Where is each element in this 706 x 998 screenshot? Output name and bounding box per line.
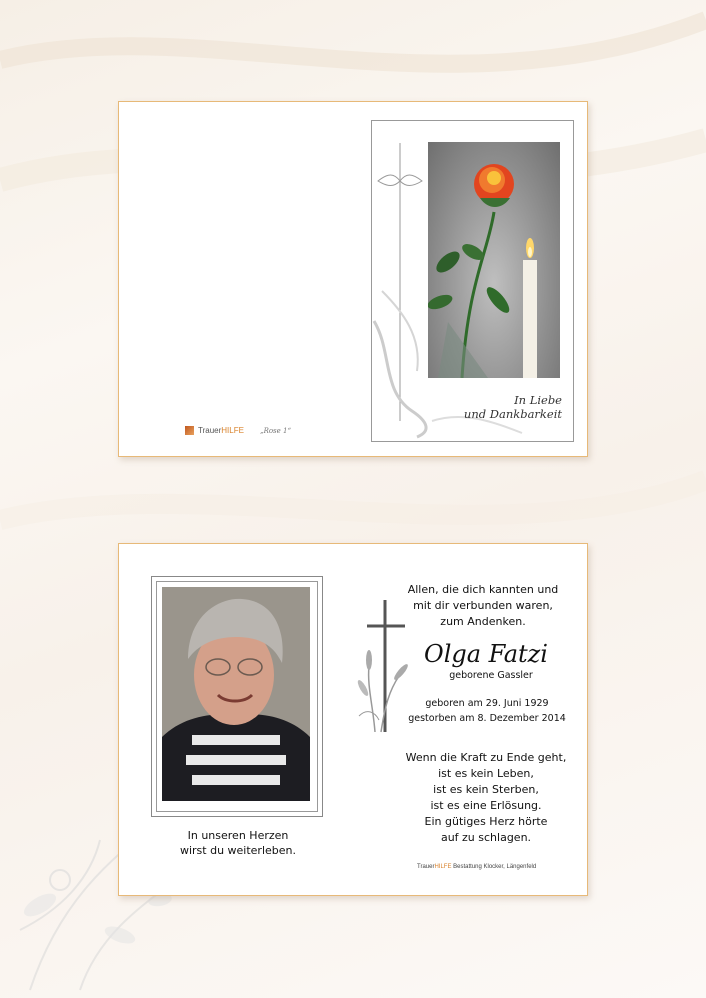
footer-brand: Trauer — [417, 864, 435, 870]
card-front-panel — [371, 120, 574, 442]
rose-candle-image — [428, 142, 560, 378]
brand-name: Trauer — [198, 426, 222, 435]
poem-line: Wenn die Kraft zu Ende geht, — [405, 751, 567, 764]
poem-line: Ein gütiges Herz hörte — [424, 815, 548, 828]
dedication-line-1: Allen, die dich kannten und — [407, 583, 559, 596]
dedication-line-3: zum Andenken. — [440, 615, 526, 628]
photo-caption-line-1: In unseren Herzen — [187, 829, 289, 842]
design-tag: „Rose 1“ — [259, 426, 292, 435]
footer-brand-accent: HILFE — [434, 864, 452, 870]
deceased-name: Olga Fatzi — [424, 640, 548, 668]
front-title-line-1: In Liebe — [514, 393, 562, 407]
poem-line: ist es kein Leben, — [438, 767, 534, 780]
card-inside — [118, 543, 588, 896]
poem-line: ist es kein Sterben, — [433, 783, 539, 796]
dedication-line-2: mit dir verbunden waren, — [413, 599, 553, 612]
poem-line: auf zu schlagen. — [440, 831, 532, 844]
memorial-poem — [397, 750, 575, 846]
front-title — [442, 393, 562, 421]
death-date: gestorben am 8. Dezember 2014 — [408, 713, 566, 724]
portrait-frame — [151, 576, 323, 817]
dedication-text — [391, 582, 575, 630]
front-title-line-2: und Dankbarkeit — [463, 407, 562, 421]
footer-text: Bestattung Klocker, Längenfeld — [451, 864, 537, 870]
portrait-photo — [162, 587, 310, 801]
birth-date: geboren am 29. Juni 1929 — [425, 698, 549, 709]
brand-logo-icon — [185, 426, 194, 435]
card-cover — [118, 101, 588, 457]
footer-credit — [417, 864, 587, 870]
birth-name: geborene Gassler — [449, 670, 533, 681]
poem-line: ist es eine Erlösung. — [430, 799, 542, 812]
photo-caption-line-2: wirst du weiterleben. — [179, 844, 297, 857]
photo-caption — [149, 828, 327, 858]
life-dates — [399, 696, 575, 726]
brand-logo — [185, 426, 291, 435]
brand-name-accent: HILFE — [221, 426, 244, 435]
